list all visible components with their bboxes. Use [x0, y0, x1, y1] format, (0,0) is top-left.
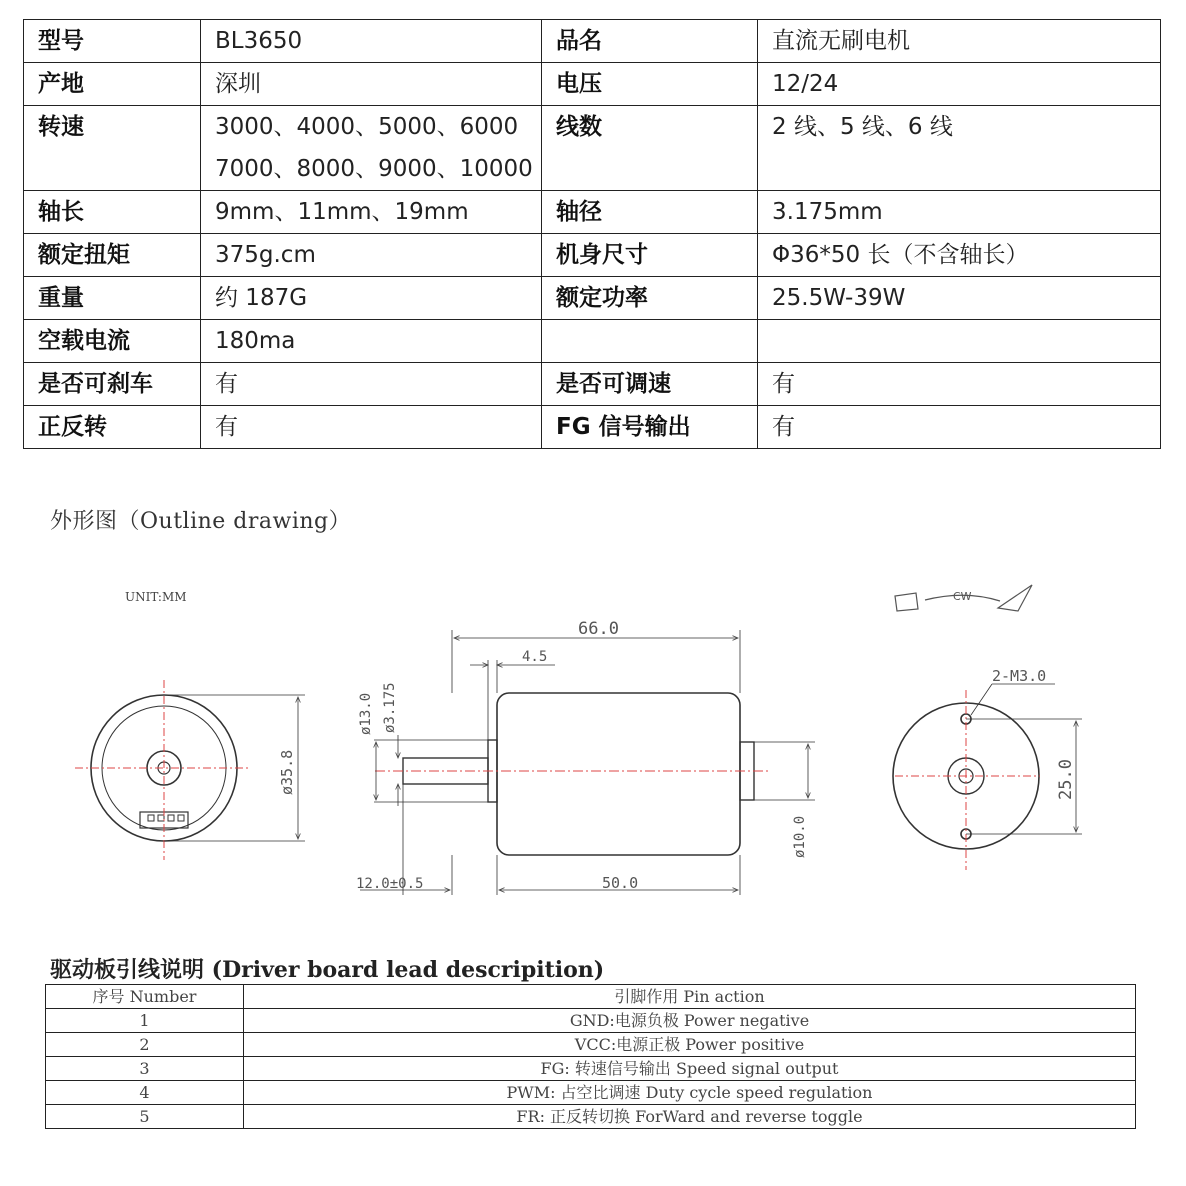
outline-drawing: [0, 560, 1186, 900]
table-row: [46, 1009, 1136, 1033]
lead-number: 5: [46, 1105, 244, 1129]
spec-value: [758, 320, 1161, 363]
dim-thread-m3: 2-M3.0: [992, 667, 1047, 685]
spec-key: 电压: [542, 63, 758, 106]
dim-diameter-10: ø10.0: [792, 815, 808, 858]
spec-value: BL3650: [201, 20, 542, 63]
lead-number: 2: [46, 1033, 244, 1057]
spec-value: 3.175mm: [758, 191, 1161, 234]
dim-diameter-3-175: ø3.175: [382, 682, 398, 733]
spec-value: [201, 106, 542, 191]
spec-key: 空载电流: [24, 320, 201, 363]
spec-key: 是否可调速: [542, 363, 758, 406]
spec-key: 轴径: [542, 191, 758, 234]
spec-key: 产地: [24, 63, 201, 106]
spec-value: 有: [201, 363, 542, 406]
spec-row-origin: [24, 63, 1161, 106]
spec-value: 2 线、5 线、6 线: [758, 106, 1161, 191]
spec-row-model: [24, 20, 1161, 63]
dim-height-25: 25.0: [1056, 759, 1076, 800]
spec-table: [23, 19, 1161, 449]
spec-key: 额定扭矩: [24, 234, 201, 277]
table-row: [46, 1057, 1136, 1081]
spec-row-shaft: [24, 191, 1161, 234]
lead-table: [45, 984, 1136, 1129]
rotation-label: CW: [953, 590, 972, 603]
spec-value: Φ36*50 长（不含轴长）: [758, 234, 1161, 277]
unit-label: UNIT:MM: [125, 590, 187, 604]
table-row: [46, 1081, 1136, 1105]
spec-key: 额定功率: [542, 277, 758, 320]
spec-value: 12/24: [758, 63, 1161, 106]
spec-row-torque: [24, 234, 1161, 277]
dim-length-50: 50.0: [602, 874, 639, 892]
spec-value: 深圳: [201, 63, 542, 106]
dim-diameter-13: ø13.0: [358, 692, 374, 735]
spec-row-speed: [24, 106, 1161, 191]
spec-key: 机身尺寸: [542, 234, 758, 277]
spec-row-direction: [24, 406, 1161, 449]
spec-value: 有: [758, 363, 1161, 406]
dim-length-4-5: 4.5: [522, 649, 548, 665]
spec-key: 型号: [24, 20, 201, 63]
spec-key: [542, 320, 758, 363]
table-row: [46, 1105, 1136, 1129]
lead-table-title: 驱动板引线说明 (Driver board lead descripition): [50, 957, 605, 983]
lead-number: 3: [46, 1057, 244, 1081]
spec-key: 轴长: [24, 191, 201, 234]
spec-value: 9mm、11mm、19mm: [201, 191, 542, 234]
speed-line-2: 7000、8000、9000、10000: [215, 156, 533, 182]
spec-value: 有: [201, 406, 542, 449]
end-view-left: [75, 680, 305, 860]
spec-value: 约 187G: [201, 277, 542, 320]
spec-key: 正反转: [24, 406, 201, 449]
spec-row-noload: [24, 320, 1161, 363]
lead-action: VCC:电源正极 Power positive: [244, 1033, 1136, 1057]
outline-title: 外形图（Outline drawing）: [50, 509, 352, 534]
side-view: [360, 630, 815, 895]
spec-value: 180ma: [201, 320, 542, 363]
speed-line-1: 3000、4000、5000、6000: [215, 114, 519, 140]
spec-value: 25.5W-39W: [758, 277, 1161, 320]
spec-value: 375g.cm: [201, 234, 542, 277]
dim-length-12: 12.0±0.5: [356, 876, 424, 892]
spec-row-weight: [24, 277, 1161, 320]
header-pin-action: 引脚作用 Pin action: [244, 985, 1136, 1009]
spec-value: 直流无刷电机: [758, 20, 1161, 63]
spec-key: 线数: [542, 106, 758, 191]
header-number: 序号 Number: [46, 985, 244, 1009]
end-view-right: [893, 684, 1082, 870]
spec-key: 重量: [24, 277, 201, 320]
spec-key: 品名: [542, 20, 758, 63]
lead-action: FR: 正反转切换 ForWard and reverse toggle: [244, 1105, 1136, 1129]
lead-action: FG: 转速信号输出 Speed signal output: [244, 1057, 1136, 1081]
lead-action: PWM: 占空比调速 Duty cycle speed regulation: [244, 1081, 1136, 1105]
dim-length-66: 66.0: [578, 619, 619, 639]
spec-key: 是否可刹车: [24, 363, 201, 406]
table-row: [46, 1033, 1136, 1057]
dim-diameter-35-8: ø35.8: [278, 749, 296, 795]
lead-action: GND:电源负极 Power negative: [244, 1009, 1136, 1033]
lead-number: 4: [46, 1081, 244, 1105]
lead-header-row: [46, 985, 1136, 1009]
lead-number: 1: [46, 1009, 244, 1033]
spec-key: 转速: [24, 106, 201, 191]
spec-value: 有: [758, 406, 1161, 449]
spec-key: FG 信号输出: [542, 406, 758, 449]
spec-row-brake: [24, 363, 1161, 406]
